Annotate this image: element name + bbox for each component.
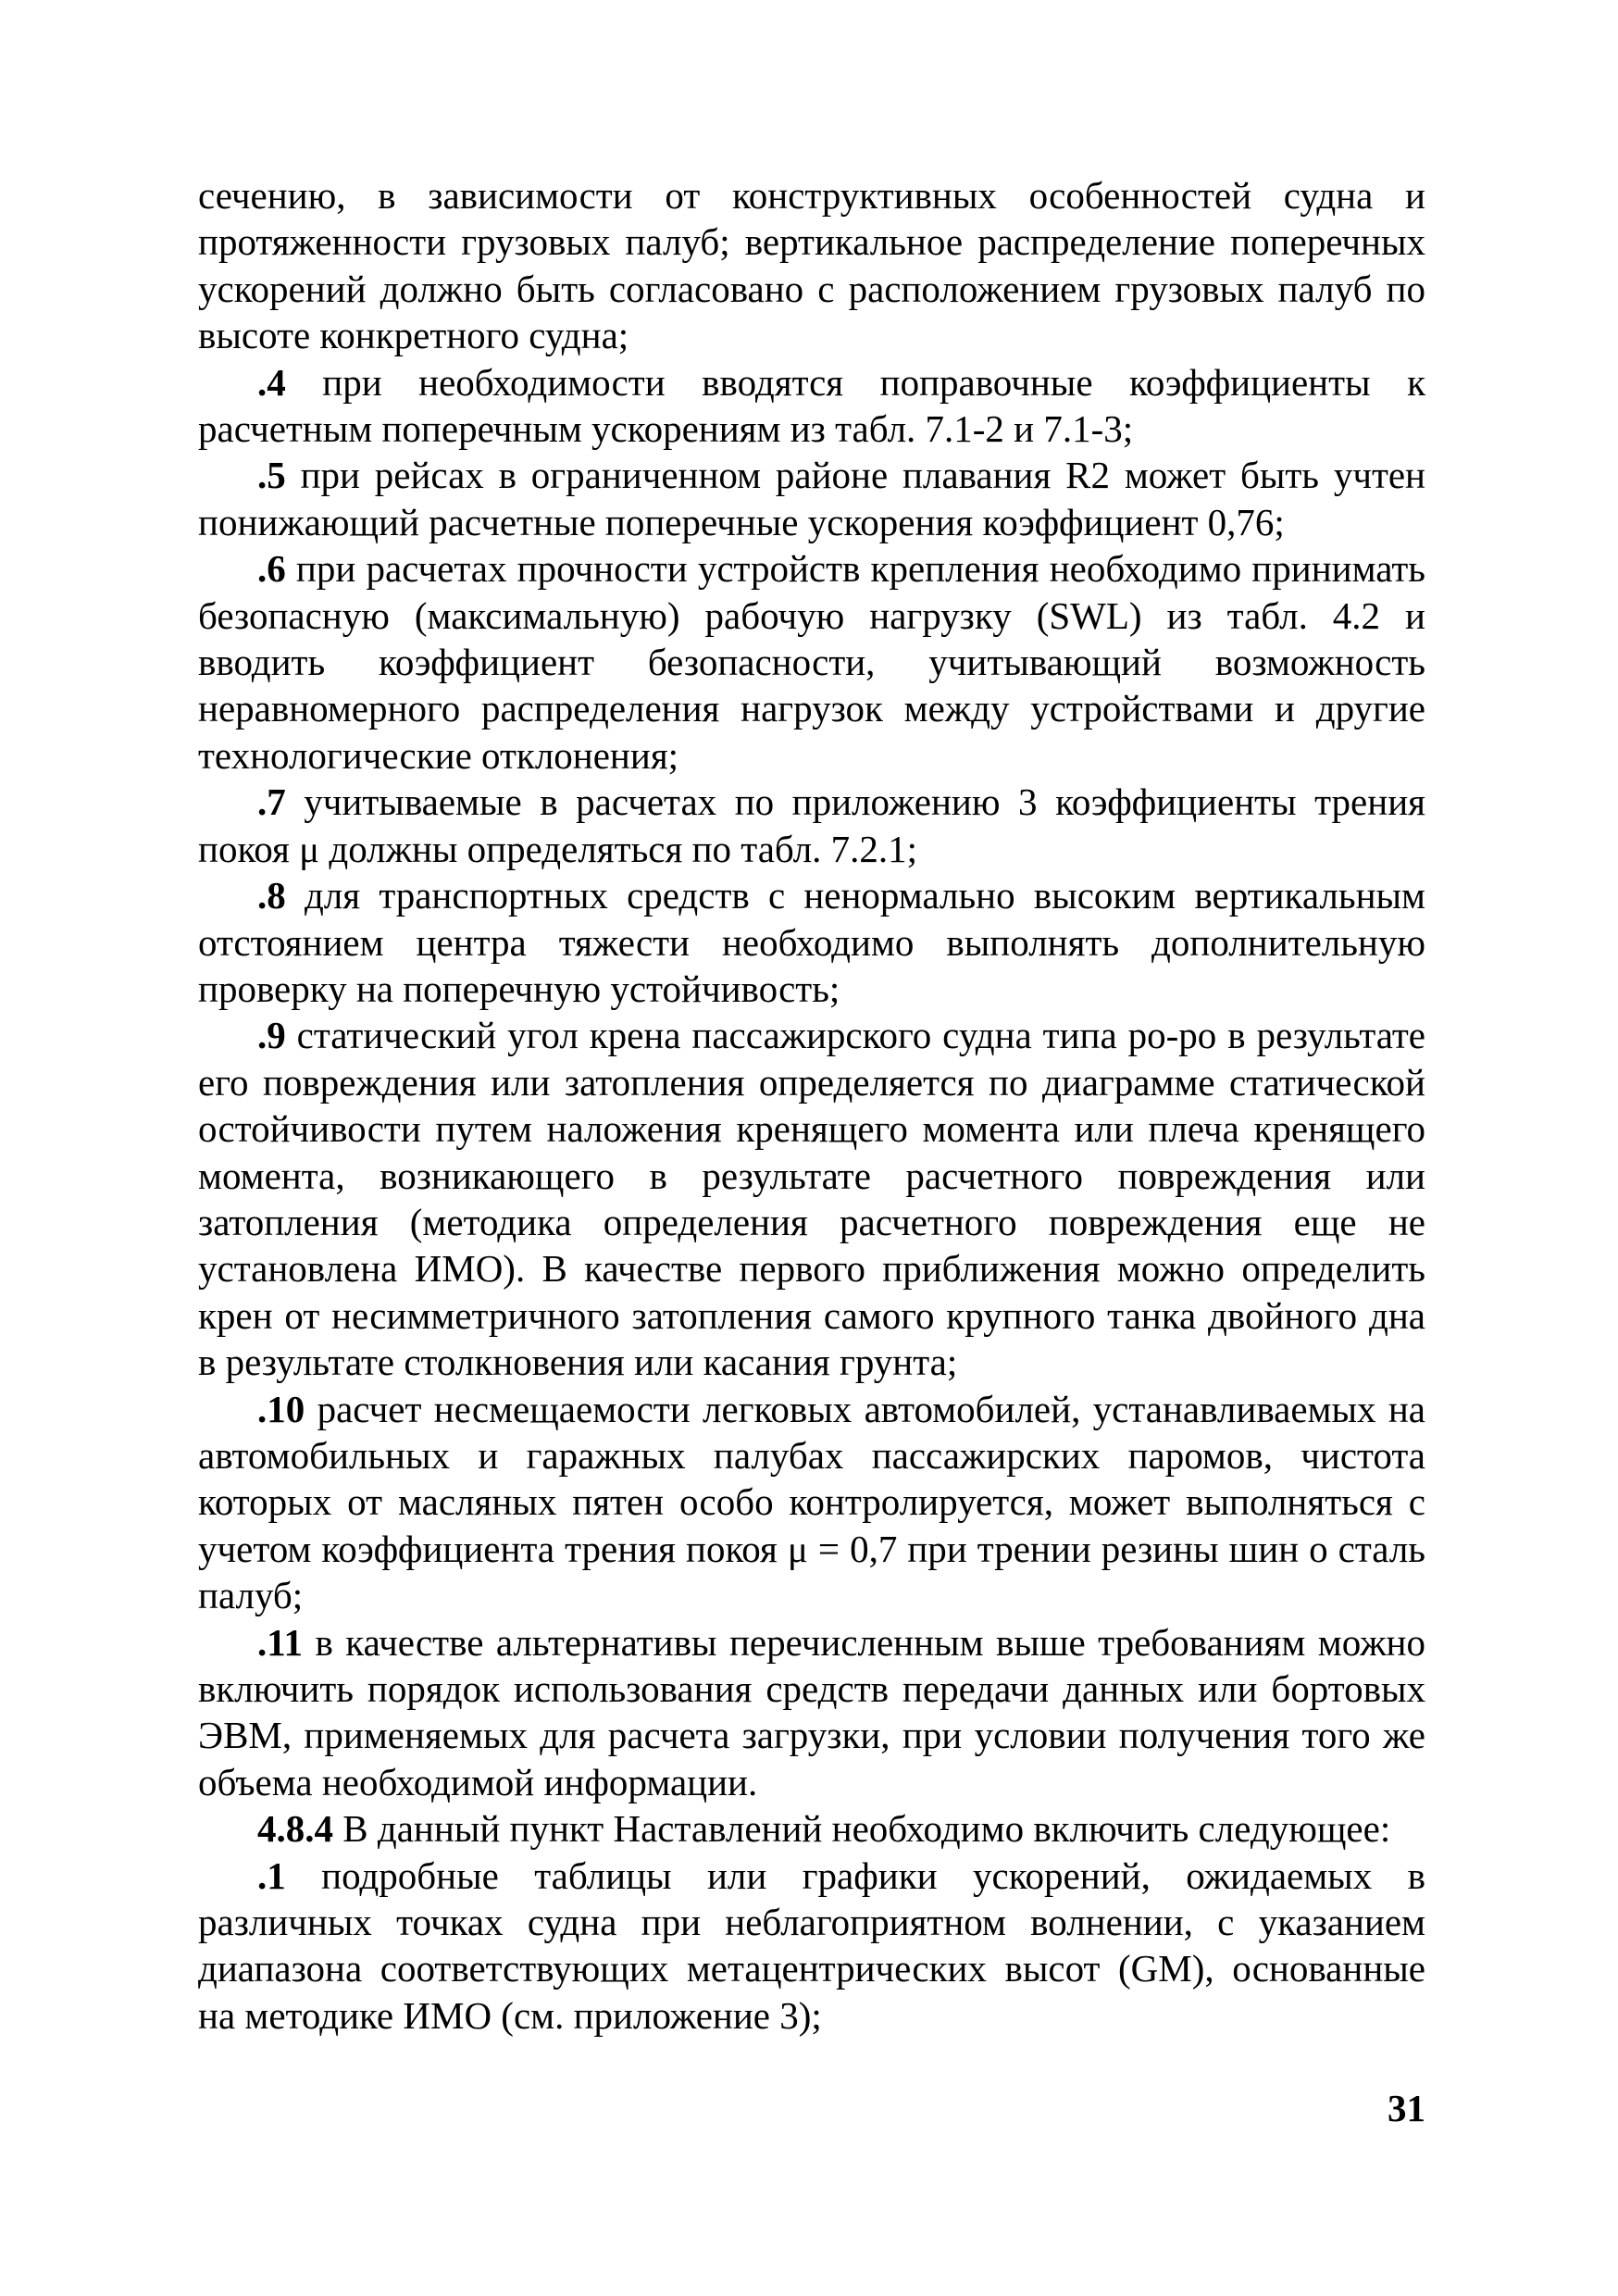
item-marker: .10 xyxy=(257,1387,305,1430)
item-marker: .1 xyxy=(257,1853,286,1897)
paragraph-item-1 xyxy=(198,1853,1425,2040)
paragraph-text: для транспортных средств с ненормально высоким вертикальным отстоянием центра тяжести необходимо выполнять дополнительную проверку на поперечную устойчивость; xyxy=(198,874,1425,1010)
paragraph-text: расчет несмещаемости легковых автомобилей, устанавливаемых на автомобильных и гаражных палубах пассажирских паромов, чистота которых от масляных пятен особо контролируется, может выполняться с учетом коэффициента трения покоя μ = 0,7 при трении резины шин о сталь палуб; xyxy=(198,1387,1425,1617)
item-marker: .9 xyxy=(257,1014,286,1057)
paragraph-item-5 xyxy=(198,452,1425,545)
paragraph-item-8 xyxy=(198,872,1425,1012)
page-number: 31 xyxy=(1388,2087,1425,2129)
item-marker: .11 xyxy=(257,1620,303,1664)
paragraph-item-7 xyxy=(198,779,1425,872)
item-marker: .7 xyxy=(257,780,286,824)
item-marker: .8 xyxy=(257,874,286,917)
page-body xyxy=(198,172,1425,2039)
paragraph-text: при расчетах прочности устройств крепления необходимо принимать безопасную (максимальную) рабочую нагрузку (SWL) из табл. 4.2 и вводить коэффициент безопасности, учитывающий возможность неравномерного распределения нагрузок между устройствами и другие технологические отклонения; xyxy=(198,547,1425,777)
paragraph-text: при необходимости вводятся поправочные коэффициенты к расчетным поперечным ускорениям из табл. 7.1-2 и 7.1-3; xyxy=(198,360,1425,451)
paragraph-text: при рейсах в ограниченном районе плавания R2 может быть учтен понижающий расчетные поперечные ускорения коэффициент 0,76; xyxy=(198,454,1425,543)
paragraph-text: статический угол крена пассажирского судна типа ро-ро в результате его повреждения или затопления определяется по диаграмме статической остойчивости путем наложения кренящего момента или плеча кренящего момента, возникающего в результате расчетного повреждения или затопления (методика определения расчетного повреждения еще не установлена ИМО). В качестве первого приближения можно определить крен от несимметричного затопления самого крупного танка двойного дна в результате столкновения или касания грунта; xyxy=(198,1014,1425,1384)
section-number: 4.8.4 xyxy=(257,1807,333,1851)
paragraph-item-4 xyxy=(198,359,1425,453)
paragraph-item-9 xyxy=(198,1012,1425,1385)
paragraph-text: в качестве альтернативы перечисленным выше требованиям можно включить порядок использования средств передачи данных или бортовых ЭВМ, применяемых для расчета загрузки, при условии получения того же объема необходимой информации. xyxy=(198,1620,1425,1803)
paragraph-item-10 xyxy=(198,1386,1425,1619)
paragraph-text: сечению, в зависимости от конструктивных особенностей судна и протяженности грузовых палуб; вертикальное распределение поперечных ускорений должно быть согласовано с расположением грузовых палуб по высоте конкретного судна; xyxy=(198,174,1425,357)
paragraph-item-6 xyxy=(198,545,1425,779)
item-marker: .4 xyxy=(257,360,286,404)
paragraph-continuation xyxy=(198,172,1425,359)
section-heading-4-8-4 xyxy=(198,1805,1425,1852)
item-marker: .5 xyxy=(257,454,286,497)
paragraph-item-11 xyxy=(198,1619,1425,1806)
paragraph-text: подробные таблицы или графики ускорений, ожидаемых в различных точках судна при неблагоприятном волнении, с указанием диапазона соответствующих метацентрических высот (GM), основанные на методике ИМО (см. приложение 3); xyxy=(198,1853,1425,2037)
item-marker: .6 xyxy=(257,547,286,591)
paragraph-text: учитываемые в расчетах по приложению 3 коэффициенты трения покоя μ должны определяться по табл. 7.2.1; xyxy=(198,780,1425,870)
paragraph-text: В данный пункт Наставлений необходимо включить следующее: xyxy=(333,1807,1391,1851)
